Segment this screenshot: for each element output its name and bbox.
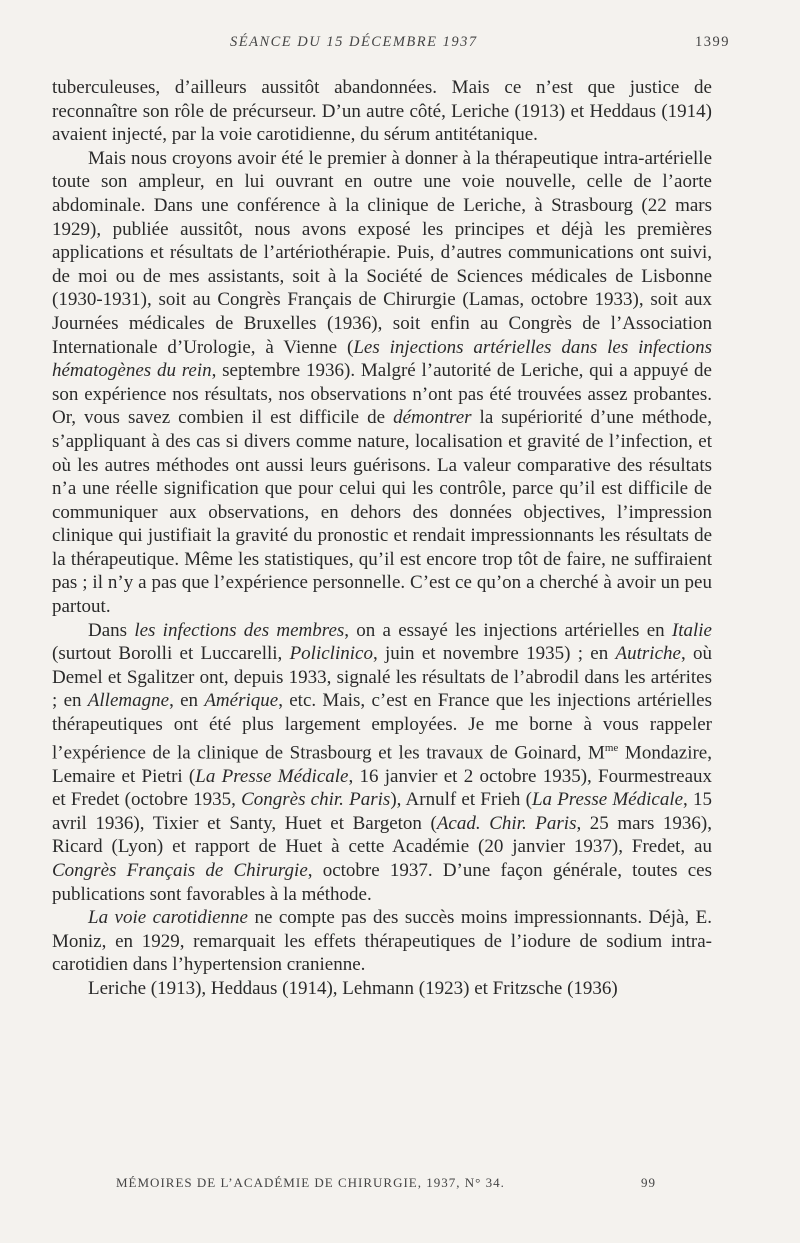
paragraph [52, 977, 712, 1001]
text-run: , etc. Mais, c’est en France que les injections artérielles thérapeutiques ont été plus largement employées. Je me borne à vous rappeler l’expérience de la clinique de Strasbourg et les travaux de Goinard, M [52, 690, 712, 763]
footer-page-number: 99 [641, 1175, 656, 1190]
superscript-run: me [604, 741, 619, 754]
footer-journal: MÉMOIRES DE L’ACADÉMIE DE CHIRURGIE, 1937, N° 34. [116, 1175, 505, 1190]
header-title: SÉANCE DU 15 DÉCEMBRE 1937 [230, 34, 478, 50]
text-run: , octobre 1937. D’une façon générale, toutes ces publications sont favorables à la méthode. [52, 859, 712, 905]
header-page-number: 1399 [695, 34, 730, 50]
italic-text-run: Les injections artérielles dans les infections hématogènes du rein [52, 336, 712, 382]
text-run: ne compte pas des succès moins impressionnants. Déjà, E. Moniz, en 1929, remarquait les effets thérapeutiques de l’iodure de sodium intra-carotidien dans l’hypertension cranienne. [52, 907, 712, 976]
text-run: ), Arnulf et Frieh ( [390, 789, 532, 811]
text-run: tuberculeuses, d’ailleurs aussitôt abandonnées. Mais ce n’est que justice de reconnaître son rôle de précurseur. D’un autre côté, Leriche (1913) et Heddaus (1914) avaient injecté, par la voie carotidienne, du sérum antitétanique. [52, 77, 712, 146]
paragraph [52, 76, 712, 147]
text-run: , juin et novembre 1935) ; en [372, 643, 616, 665]
text-run: , où Demel et Sgalitzer ont, depuis 1933, signalé les résultats de l’abrodil dans les artérites ; en [52, 643, 713, 712]
italic-text-run: les infections des membres [134, 619, 345, 641]
paragraph [52, 147, 712, 619]
text-run: , on a essayé les injections artérielles en [344, 619, 672, 641]
italic-text-run: La Presse Médicale [531, 789, 684, 811]
italic-text-run: démontrer [393, 407, 472, 429]
text-run: , septembre 1936). Malgré l’autorité de Leriche, qui a appuyé de son expérience nos résultats, nos observations n’ont pas été trouvées assez probantes. Or, vous savez combien il est difficile de [52, 360, 712, 429]
italic-text-run: Congrès Français de Chirurgie [52, 859, 308, 881]
italic-text-run: Policlinico [289, 643, 373, 665]
italic-text-run: La Presse Médicale [195, 765, 349, 787]
italic-text-run: Acad. Chir. Paris [436, 812, 577, 834]
italic-text-run: Amérique [204, 690, 279, 712]
italic-text-run: Italie [671, 619, 712, 641]
italic-text-run: Allemagne [87, 690, 170, 712]
italic-text-run: La voie carotidienne [88, 907, 248, 929]
text-run: Mondazire, Lemaire et Pietri ( [52, 741, 712, 787]
text-run: Mais nous croyons avoir été le premier à donner à la thérapeutique intra-artérielle toute son ampleur, en lui ouvrant en outre une voie nouvelle, celle de l’aorte abdominale. Dans une conférence à la clinique de Leriche, à Strasbourg (22 mars 1929), publiée aussitôt, nous avons exposé les principes et déjà les premières applications et résultats de l’artériothérapie. Puis, d’autres communications ont suivi, de moi ou de mes assistants, soit à la Société de Sciences médicales de Lisbonne (1930-1931), soit au Congrès Français de Chirurgie (Lamas, octobre 1933), soit aux Journées médicales de Bruxelles (1936), soit enfin au Congrès de l’Association Internationale d’Urologie, à Vienne ( [52, 147, 712, 358]
text-run: , 16 janvier et 2 octobre 1935), Fourmestreaux et Fredet (octobre 1935, [52, 765, 713, 811]
text-run: Leriche (1913), Heddaus (1914), Lehmann (1923) et Fritzsche (1936) [88, 977, 618, 999]
italic-text-run: Autriche [615, 643, 681, 665]
page-footer [116, 1175, 656, 1191]
text-run: (surtout Borolli et Luccarelli, [52, 643, 290, 665]
text-run: la supériorité d’une méthode, s’appliquant à des cas si divers comme nature, localisation et gravité de l’infection, et où les autres méthodes ont aussi leurs guérisons. La valeur comparative des résultats n’a une réelle signification que pour celui qui les contrôle, parce qu’il est difficile de communiquer aux observations, en dehors des données objectives, l’impression clinique qui justifiait la gravité du pronostic et rendait impressionnants les résultats de la thérapeutique. Même les statistiques, qu’il est encore trop tôt de faire, ne suffiraient pas ; il n’y a pas que l’expérience personnelle. C’est ce qu’on a cherché à avoir un peu partout. [52, 407, 712, 618]
paragraph [52, 906, 712, 977]
text-run: , en [169, 690, 205, 712]
body-text [52, 76, 712, 1000]
italic-text-run: Congrès chir. Paris [241, 789, 391, 811]
text-run: Dans [88, 619, 135, 641]
text-run: , 15 avril 1936), Tixier et Santy, Huet et Bargeton ( [52, 789, 712, 834]
paragraph [52, 619, 712, 906]
text-run: , 25 mars 1936), Ricard (Lyon) et rapport de Huet à cette Académie (20 janvier 1937), Fredet, au [52, 812, 713, 858]
